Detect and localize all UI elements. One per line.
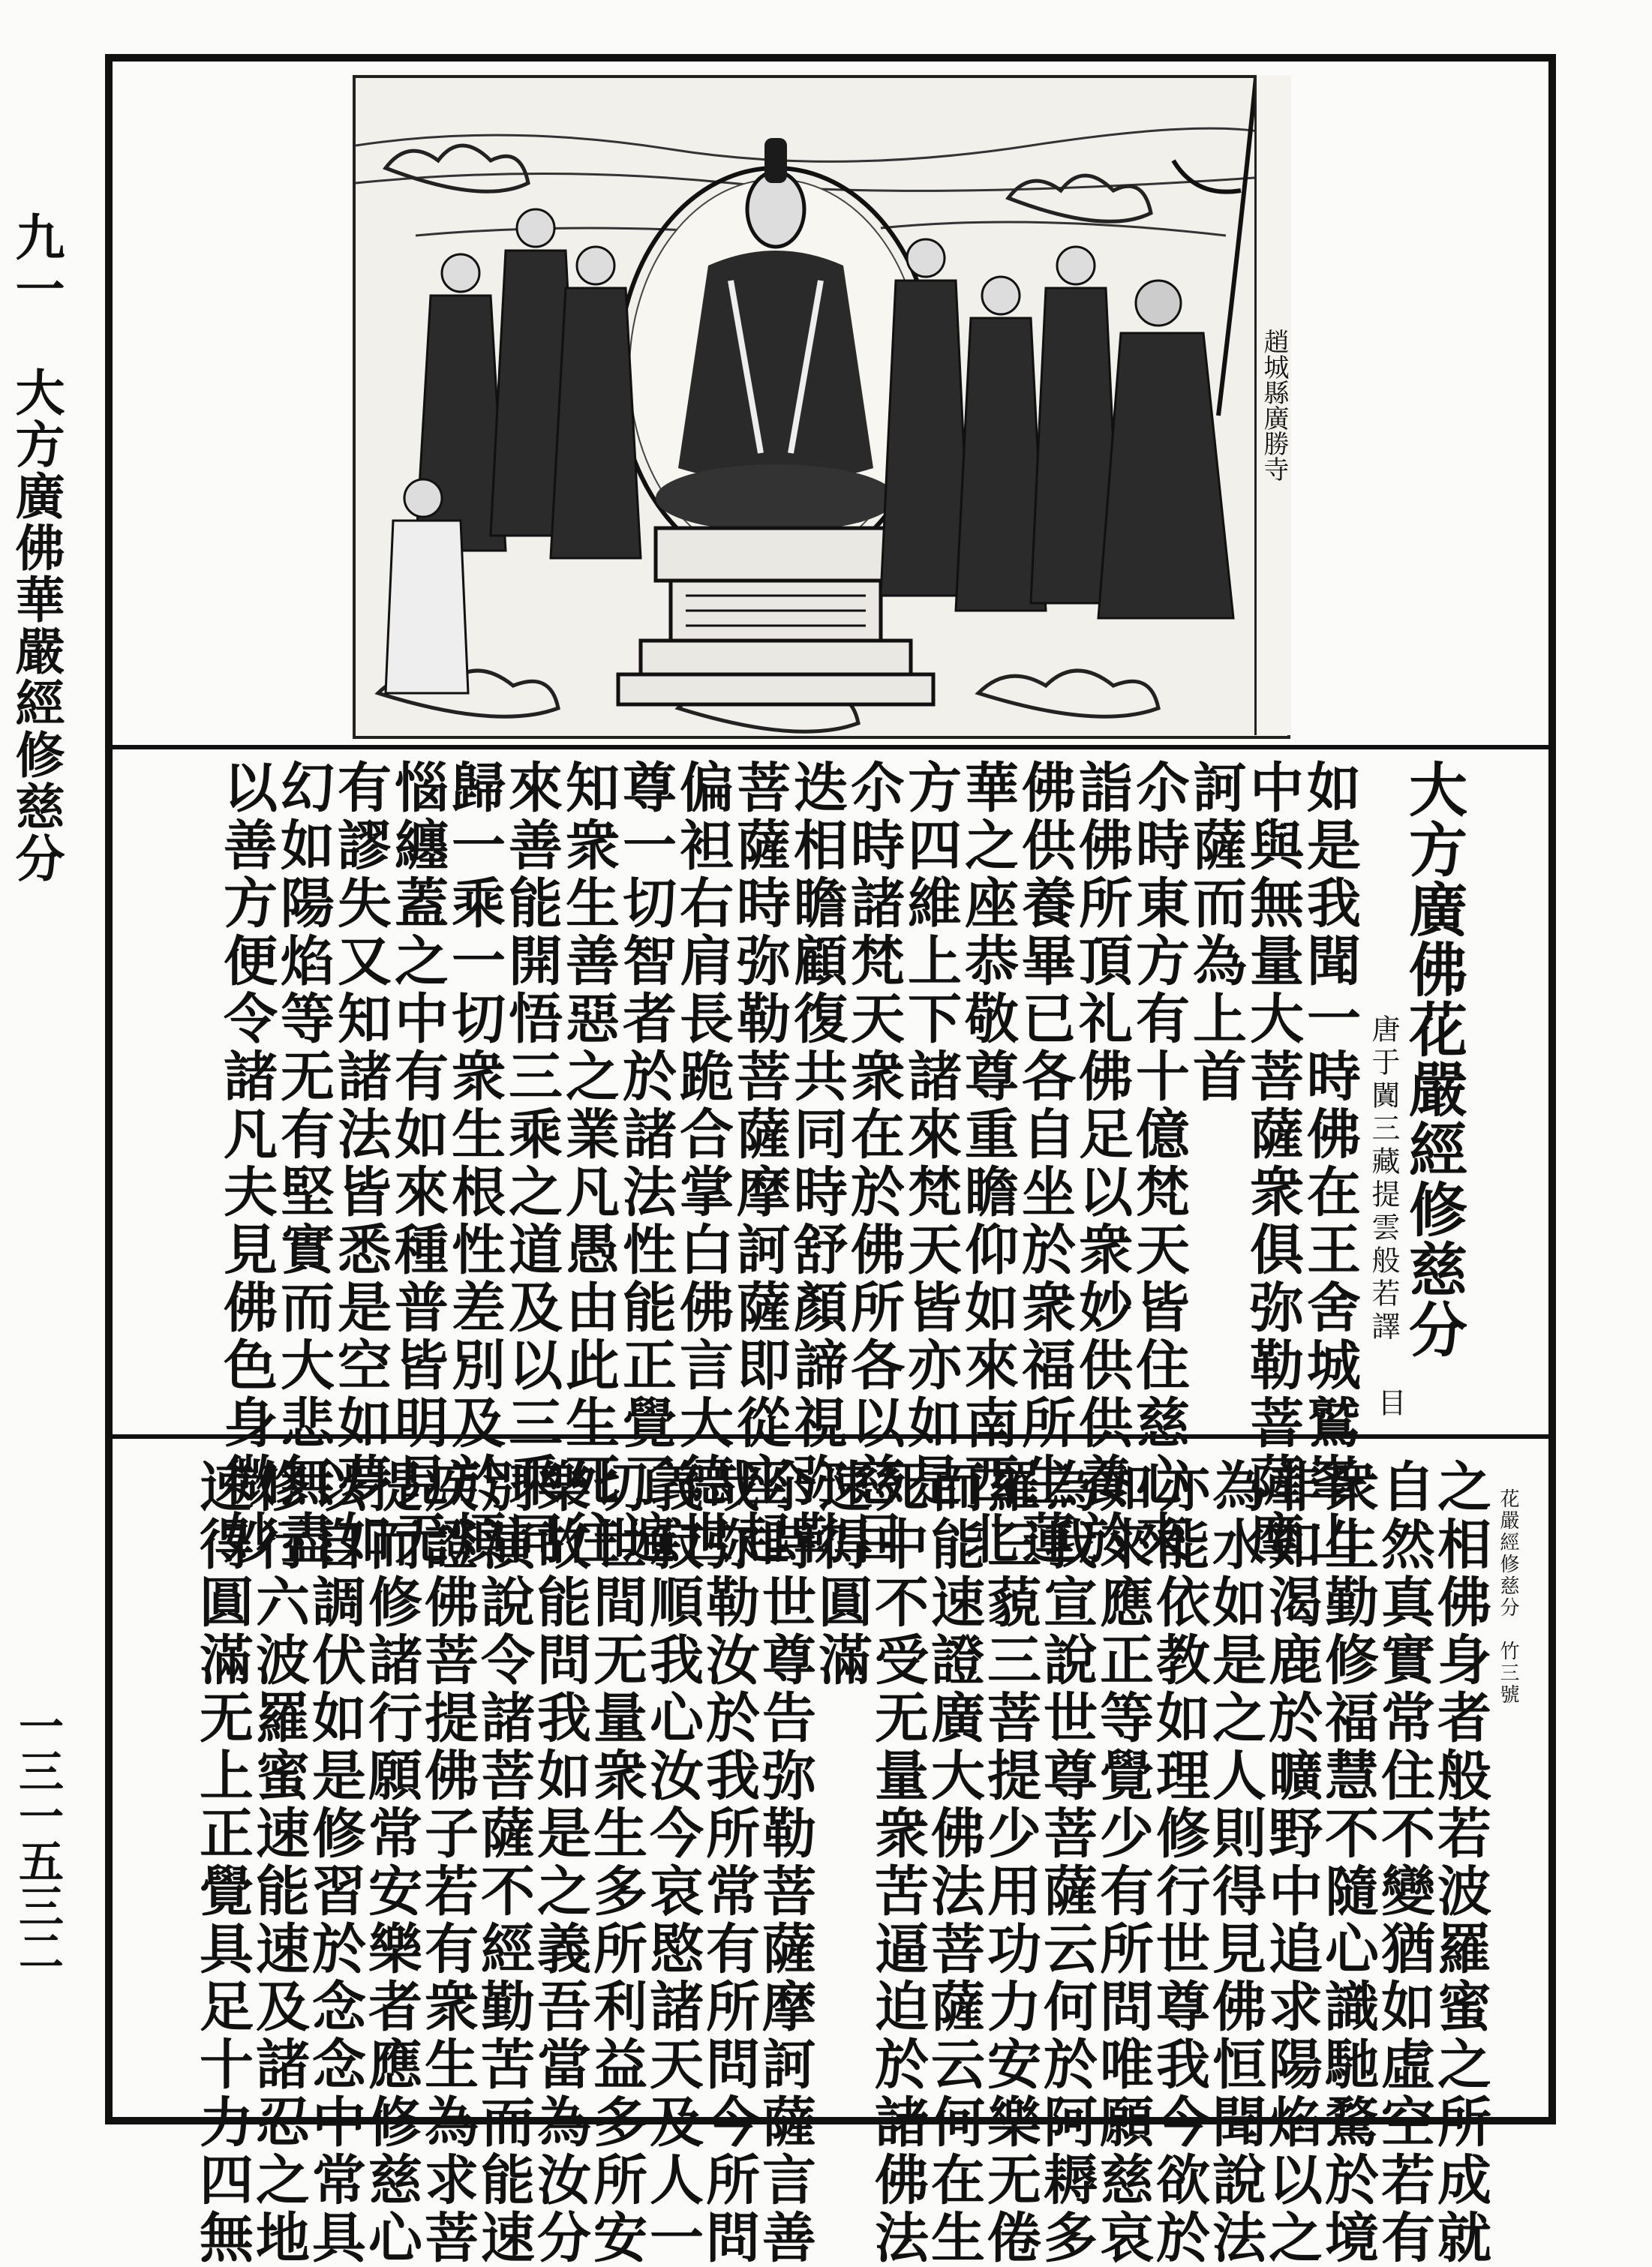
text-column: 亦能依教如理修行世尊我今欲於 [1147, 1458, 1211, 2267]
sutra-heading: 大方廣佛花嚴經修慈分 [1399, 759, 1467, 1359]
text-column: 如是我聞一時佛在王舍城鷲峯山 [1298, 759, 1362, 1568]
text-column: 速得圓滿无上正覺具足十力四無 [191, 1458, 254, 2267]
text-column: 迭相瞻顧復共同時舒顏諦視弥勒 [785, 759, 849, 1568]
text-column: 偏袒右肩長跪合掌白佛言大德世 [671, 759, 734, 1568]
temple-label: 趙城縣廣勝寺 [1254, 75, 1291, 735]
text-column: 訶薩而為上首 [1184, 759, 1248, 1106]
text-column: 疾證佛菩提佛子若有衆生為求菩 [416, 1458, 479, 2267]
text-column: 佛供養畢已各自坐於衆福所生蓮 [1013, 759, 1077, 1568]
text-column: 為水如是之人則得見佛恒聞說法 [1203, 1458, 1267, 2267]
preaching-scene-image [356, 78, 1287, 736]
text-column: 如來應正等覺少有所問唯願慈哀 [1091, 1458, 1155, 2267]
text-column: 華之座恭敬尊重瞻仰如來南西北 [956, 759, 1020, 1568]
text-column: 有謬失又知諸法皆悉是空如夢如 [329, 759, 392, 1568]
text-column: 速得圓滿 [809, 1458, 873, 1689]
margin-mark: 目 [1373, 1388, 1406, 1421]
text-column: 來善能開悟三乘之道及以三乘同 [500, 759, 563, 1568]
text-column: 尒時世尊告弥勒菩薩摩訶薩言善 [753, 1458, 817, 2267]
text-column: 而能速證廣大佛法菩薩云何在生 [922, 1458, 986, 2267]
text-column: 自然真實常住不變猶如虛空若有 [1372, 1458, 1436, 2267]
text-column: 中與無量大菩薩衆俱弥勒菩薩摩 [1241, 759, 1305, 1568]
text-column: 別演說令諸菩薩不經勤苦而能速 [472, 1458, 536, 2267]
text-column: 以善方便令諸凡夫見佛色身微妙 [215, 759, 278, 1568]
text-column: 尒時東方有十億梵天皆住慈心來 [1127, 759, 1191, 1568]
text-column: 詣佛所頂礼佛足以衆妙供供養於 [1070, 759, 1134, 1568]
text-column: 歸一乘一切衆生根性差別及於煩 [443, 759, 506, 1568]
sutra-opening-panel [215, 759, 1467, 1568]
text-column: 哉弥勒汝於我所常有所問今所問 [697, 1458, 761, 2267]
text-column: 修行六波羅蜜速能速及諸忍之地 [247, 1458, 311, 2267]
text-column: 之相佛身者般若波羅蜜之所成就 [1428, 1458, 1492, 2267]
text-column: 提而修諸行願常安樂者應修慈心 [359, 1458, 423, 2267]
text-column: 非如渴鹿於曠野中追求陽焰以之 [1260, 1458, 1323, 2267]
text-column: 死中不受无量衆苦逼迫於諸佛法 [866, 1458, 930, 2267]
text-column: 衆生勤修福慧不隨心識馳騖於境 [1316, 1458, 1380, 2267]
text-column: 為我宣說世尊菩薩云何於阿耨多 [1035, 1458, 1098, 2267]
translator-credit: 唐于闐三藏提雲般若譯 [1367, 1014, 1400, 1344]
text-column: 以自調伏如是修習於念念中常具 [303, 1458, 367, 2267]
text-column: 惱纏蓋之中有如來種普皆明見无 [386, 759, 449, 1568]
divider-top [105, 745, 1556, 749]
text-column: 羅三藐三菩提少用功力安樂无倦 [978, 1458, 1042, 2267]
sutra-continuation-panel [188, 1458, 1523, 2267]
side-note: 花嚴經修慈分 竹三號 [1497, 1488, 1519, 1706]
text-column: 樂故能問我如是之義吾當為汝分 [528, 1458, 592, 2267]
text-column: 知衆生善惡之業凡愚由此生死往 [557, 759, 620, 1568]
text-column: 尒時諸梵天衆在於佛所各以慈目 [842, 759, 906, 1568]
woodblock-illustration [353, 75, 1290, 739]
text-column: 方四維上下諸來梵天皆亦如是 [899, 759, 963, 1510]
margin-title: 九一 大方廣佛華嚴經修慈分 [7, 212, 65, 884]
text-column: 切世間无量衆生多所利益多所安 [584, 1458, 648, 2267]
text-column: 幻如陽焰等无有堅實而大悲無盡 [272, 759, 335, 1568]
text-column: 菩薩時弥勒菩薩摩訶薩即從座起 [728, 759, 791, 1568]
text-column: 尊一切智者於諸法性能正覺了遍 [614, 759, 677, 1568]
margin-page-number: 一三一五三二 [11, 1703, 64, 1973]
text-column: 義寂順我心汝今哀愍諸天及人一 [641, 1458, 704, 2267]
